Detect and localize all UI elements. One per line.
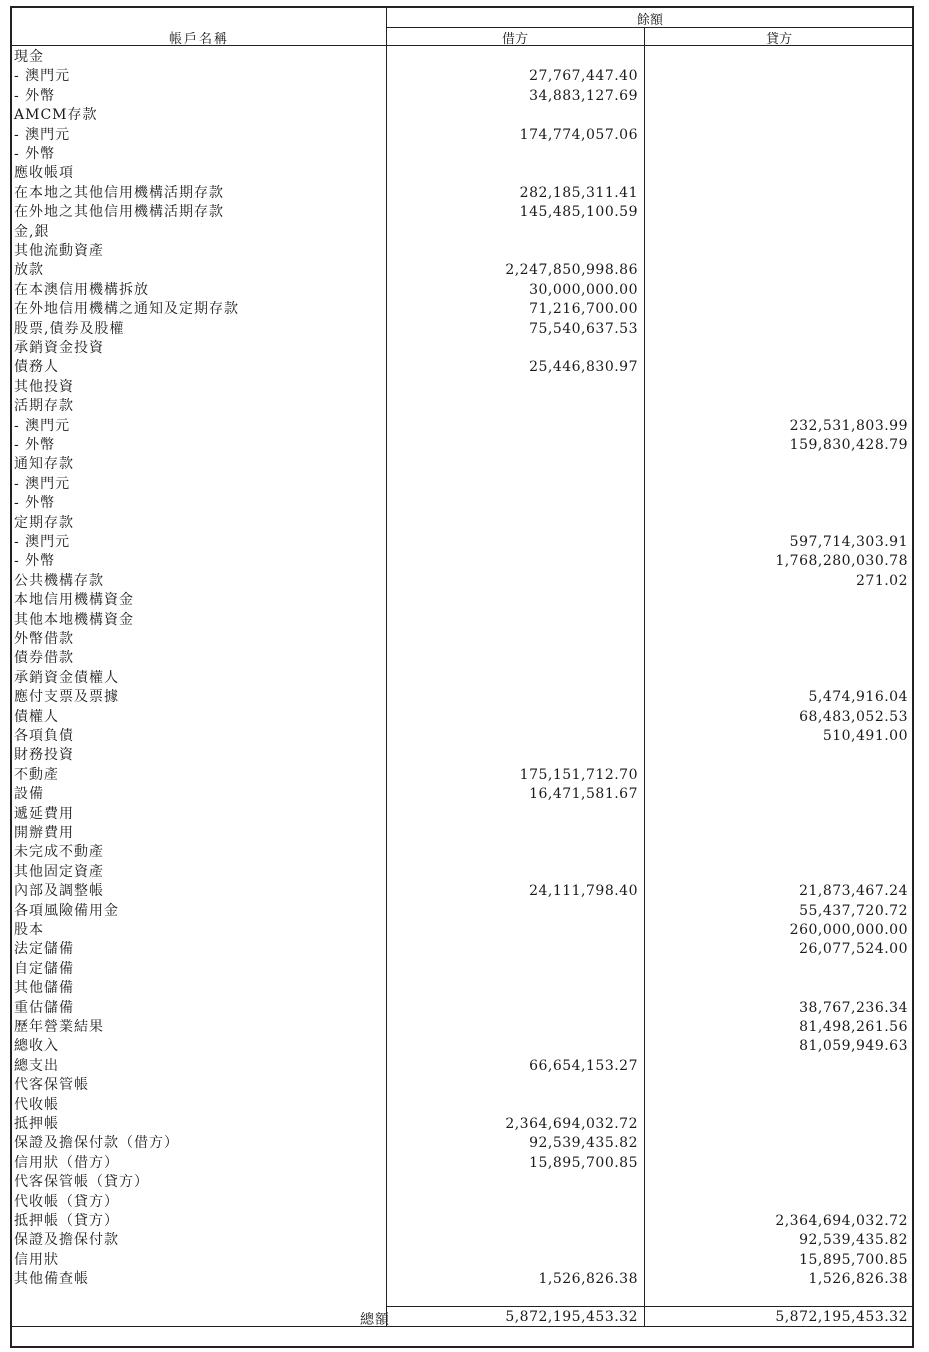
table-row: [12, 494, 912, 513]
table-row: [12, 1096, 912, 1115]
credit-cell: 38,767,236.34: [799, 999, 908, 1016]
table-row: [12, 281, 912, 300]
credit-cell: 68,483,052.53: [799, 708, 908, 725]
account-name-cell: 現金: [14, 49, 44, 65]
table-row: [12, 378, 912, 397]
credit-cell: 159,830,428.79: [789, 437, 908, 453]
debit-cell: 27,767,447.40: [529, 68, 638, 85]
table-row: [12, 1212, 912, 1231]
debit-cell: 2,364,694,032.72: [505, 1116, 638, 1132]
account-name-cell: 各項負債: [14, 728, 74, 744]
account-name-cell: - 外幣: [14, 437, 56, 453]
account-name-cell: 債務人: [14, 359, 59, 376]
account-name-cell: 金,銀: [14, 223, 50, 240]
account-name-cell: 在外地之其他信用機構活期存款: [14, 204, 224, 221]
table-row: [12, 455, 912, 474]
table-row: [12, 1231, 912, 1250]
debit-cell: 30,000,000.00: [529, 281, 638, 298]
debit-cell: 145,485,100.59: [519, 204, 638, 221]
table-row: [12, 203, 912, 222]
header-credit: 貸方: [765, 32, 792, 47]
account-name-cell: 財務投資: [14, 747, 74, 764]
debit-cell: 16,471,581.67: [529, 786, 638, 803]
table-row: [12, 824, 912, 843]
table-row: [12, 397, 912, 416]
account-name-cell: 其他固定資產: [14, 863, 104, 880]
table-row: [12, 1115, 912, 1134]
table-row: [12, 882, 912, 901]
debit-cell: 174,774,057.06: [519, 126, 638, 143]
account-name-cell: 承銷資金債權人: [14, 669, 119, 686]
account-name-cell: 抵押帳（貸方）: [14, 1213, 119, 1229]
trial-balance-table: [10, 6, 914, 1348]
table-row: [12, 999, 912, 1018]
table-row: [12, 591, 912, 610]
account-name-cell: 在本地之其他信用機構活期存款: [14, 184, 224, 201]
debit-cell: 92,539,435.82: [529, 1135, 638, 1152]
header-account-name: 帳戶名稱: [168, 32, 229, 47]
table-row: [12, 1057, 912, 1076]
credit-cell: 1,526,826.38: [808, 1271, 908, 1288]
table-row: [12, 475, 912, 494]
total-bottom-line: [12, 1326, 914, 1327]
account-name-cell: 在本澳信用機構拆放: [14, 281, 149, 298]
account-name-cell: - 外幣: [14, 553, 56, 570]
table-row: [12, 1270, 912, 1289]
table-row: [12, 863, 912, 882]
table-row: [12, 1018, 912, 1037]
debit-cell: 175,151,712.70: [519, 766, 638, 783]
credit-cell: 81,498,261.56: [799, 1019, 908, 1035]
table-row: [12, 48, 912, 67]
table-row: [12, 1037, 912, 1056]
table-row: [12, 1076, 912, 1095]
account-name-cell: 債權人: [14, 708, 59, 725]
account-name-cell: - 外幣: [14, 146, 56, 162]
table-row: [12, 649, 912, 668]
account-name-cell: 法定儲備: [14, 941, 74, 958]
total-credit: 5,872,195,453.32: [775, 1309, 908, 1325]
account-name-cell: 其他本地機構資金: [14, 611, 134, 628]
table-row: [12, 688, 912, 707]
debit-cell: 66,654,153.27: [529, 1057, 638, 1074]
account-name-cell: 歷年營業結果: [14, 1019, 104, 1035]
account-name-cell: - 澳門元: [14, 534, 71, 550]
table-row: [12, 746, 912, 765]
table-row: [12, 67, 912, 86]
account-name-cell: 代收帳: [14, 1096, 59, 1113]
table-row: [12, 126, 912, 145]
debit-cell: 1,526,826.38: [538, 1271, 638, 1288]
account-name-cell: 保證及擔保付款（借方）: [14, 1135, 179, 1152]
account-name-cell: 未完成不動產: [14, 844, 104, 861]
header-debit: 借方: [501, 32, 528, 47]
account-name-cell: 遞延費用: [14, 805, 74, 822]
credit-cell: 597,714,303.91: [789, 534, 908, 550]
account-name-cell: 其他投資: [14, 378, 74, 395]
account-name-cell: 設備: [14, 786, 44, 803]
credit-cell: 2,364,694,032.72: [775, 1213, 908, 1229]
debit-cell: 24,111,798.40: [529, 883, 638, 900]
total-label: 總額: [360, 1312, 390, 1328]
account-name-cell: 內部及調整帳: [14, 883, 104, 900]
account-name-cell: 通知存款: [14, 456, 74, 473]
account-name-cell: 各項風險備用金: [14, 902, 119, 919]
table-row: [12, 766, 912, 785]
table-row: [12, 727, 912, 746]
debit-cell: 75,540,637.53: [529, 320, 638, 337]
table-row: [12, 1173, 912, 1192]
debit-cell: 34,883,127.69: [529, 87, 638, 104]
table-row: [12, 1154, 912, 1173]
table-row: [12, 552, 912, 571]
account-name-cell: 自定儲備: [14, 960, 74, 977]
total-top-line: [386, 1306, 914, 1307]
account-name-cell: - 澳門元: [14, 68, 71, 85]
table-row: [12, 669, 912, 688]
table-row: [12, 261, 912, 280]
account-name-cell: AMCM存款: [14, 107, 98, 124]
table-row: [12, 358, 912, 377]
credit-cell: 271.02: [856, 572, 908, 589]
account-name-cell: 股本: [14, 922, 44, 938]
table-row: [12, 417, 912, 436]
debit-cell: 282,185,311.41: [519, 184, 638, 201]
table-row: [12, 708, 912, 727]
credit-cell: 26,077,524.00: [799, 941, 908, 958]
table-row: [12, 106, 912, 125]
table-row: [12, 805, 912, 824]
table-row: [12, 514, 912, 533]
table-row: [12, 184, 912, 203]
account-name-cell: 其他備查帳: [14, 1271, 89, 1288]
table-row: [12, 611, 912, 630]
account-name-cell: 在外地信用機構之通知及定期存款: [14, 301, 239, 318]
header-balance: 餘額: [636, 13, 663, 28]
credit-cell: 92,539,435.82: [799, 1232, 908, 1249]
account-name-cell: 信用狀: [14, 1251, 59, 1268]
account-name-cell: 其他儲備: [14, 980, 74, 997]
credit-cell: 232,531,803.99: [789, 417, 908, 434]
account-name-cell: 應收帳項: [14, 165, 74, 182]
table-row: [12, 320, 912, 339]
table-row: [12, 940, 912, 959]
table-row: [12, 921, 912, 940]
table-row: [12, 902, 912, 921]
account-name-cell: 代客保管帳（貸方）: [14, 1174, 149, 1191]
account-name-cell: 活期存款: [14, 398, 74, 415]
account-name-cell: 其他流動資產: [14, 243, 104, 259]
table-row: [12, 533, 912, 552]
credit-cell: 15,895,700.85: [799, 1251, 908, 1268]
account-name-cell: 信用狀（借方）: [14, 1154, 119, 1171]
account-name-cell: 承銷資金投資: [14, 340, 104, 356]
table-row: [12, 843, 912, 862]
account-name-cell: 開辦費用: [14, 825, 74, 841]
account-name-cell: 保證及擔保付款: [14, 1232, 119, 1249]
table-row: [12, 436, 912, 455]
account-name-cell: - 澳門元: [14, 475, 71, 492]
credit-cell: 1,768,280,030.78: [775, 553, 908, 570]
table-row: [12, 164, 912, 183]
credit-cell: 21,873,467.24: [799, 883, 908, 900]
credit-cell: 260,000,000.00: [789, 922, 908, 938]
account-name-cell: - 澳門元: [14, 417, 71, 434]
table-row: [12, 1134, 912, 1153]
table-row: [12, 223, 912, 242]
account-name-cell: 總支出: [14, 1057, 59, 1074]
account-name-cell: 公共機構存款: [14, 572, 104, 589]
credit-cell: 55,437,720.72: [799, 902, 908, 919]
debit-cell: 2,247,850,998.86: [505, 262, 638, 279]
account-name-cell: 定期存款: [14, 514, 74, 531]
table-row: [12, 145, 912, 164]
debit-cell: 15,895,700.85: [529, 1154, 638, 1171]
table-row: [12, 87, 912, 106]
table-row: [12, 339, 912, 358]
table-row: [12, 630, 912, 649]
account-name-cell: 債券借款: [14, 650, 74, 667]
account-name-cell: 本地信用機構資金: [14, 592, 134, 609]
credit-cell: 5,474,916.04: [808, 689, 908, 706]
table-row: [12, 300, 912, 319]
account-name-cell: 抵押帳: [14, 1116, 59, 1132]
table-row: [12, 242, 912, 261]
account-name-cell: 外幣借款: [14, 631, 74, 647]
account-name-cell: 代客保管帳: [14, 1077, 89, 1094]
debit-cell: 71,216,700.00: [529, 301, 638, 318]
account-name-cell: 股票,債券及股權: [14, 320, 125, 337]
table-row: [12, 1251, 912, 1270]
account-name-cell: - 外幣: [14, 495, 56, 512]
table-row: [12, 960, 912, 979]
account-name-cell: - 外幣: [14, 87, 56, 104]
table-row: [12, 1193, 912, 1212]
credit-cell: 81,059,949.63: [799, 1038, 908, 1055]
account-name-cell: 總收入: [14, 1038, 59, 1055]
account-name-cell: - 澳門元: [14, 126, 71, 143]
table-row: [12, 979, 912, 998]
debit-cell: 25,446,830.97: [529, 359, 638, 376]
account-name-cell: 代收帳（貸方）: [14, 1193, 119, 1210]
account-name-cell: 應付支票及票據: [14, 689, 119, 706]
total-debit: 5,872,195,453.32: [505, 1309, 638, 1325]
account-name-cell: 不動產: [14, 766, 59, 783]
table-row: [12, 572, 912, 591]
account-name-cell: 放款: [14, 262, 44, 279]
table-row: [12, 785, 912, 804]
credit-cell: 510,491.00: [822, 728, 908, 744]
account-name-cell: 重估儲備: [14, 999, 74, 1016]
